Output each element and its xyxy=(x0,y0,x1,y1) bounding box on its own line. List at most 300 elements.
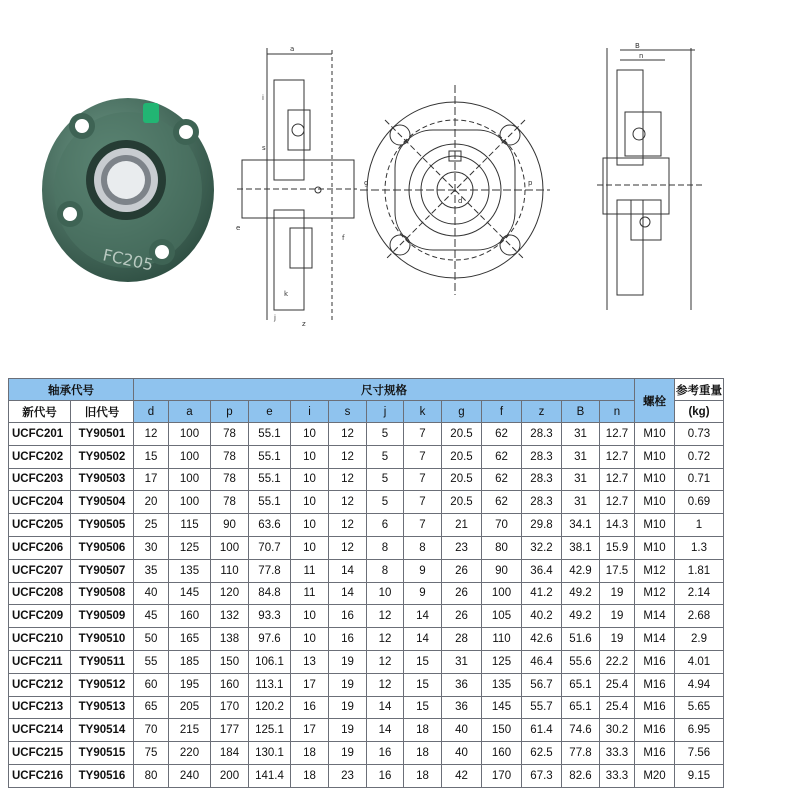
dimension-cell: 7 xyxy=(404,423,442,446)
dimension-cell: 19 xyxy=(329,696,367,719)
dimension-cell: 55 xyxy=(134,650,169,673)
dimension-cell: 17 xyxy=(134,468,169,491)
table-row xyxy=(9,491,724,514)
dimension-cell: 49.2 xyxy=(562,582,600,605)
dimension-cell: 36 xyxy=(442,696,482,719)
dimension-cell: 12.7 xyxy=(600,491,635,514)
dimension-cell: 7 xyxy=(404,491,442,514)
bolt-cell: M16 xyxy=(635,719,675,742)
dimension-cell: 62.5 xyxy=(522,742,562,765)
weight-cell: 0.69 xyxy=(675,491,724,514)
dimension-cell: 28.3 xyxy=(522,445,562,468)
bearing-code-header: 轴承代号 xyxy=(9,379,134,401)
dimension-cell: 160 xyxy=(482,742,522,765)
dimension-cell: 40 xyxy=(442,719,482,742)
dimension-cell: 84.8 xyxy=(249,582,291,605)
dim-label: s xyxy=(262,144,266,152)
dimension-cell: 77.8 xyxy=(562,742,600,765)
dimension-cell: 18 xyxy=(404,742,442,765)
dimension-cell: 15.9 xyxy=(600,536,635,559)
dimension-cell: 40.2 xyxy=(522,605,562,628)
dimension-cell: 40 xyxy=(442,742,482,765)
dimension-cell: 5 xyxy=(367,445,404,468)
dimension-cell: 90 xyxy=(482,559,522,582)
dimension-cell: 18 xyxy=(291,764,329,787)
dimension-cell: 7 xyxy=(404,468,442,491)
dimension-cell: 18 xyxy=(291,742,329,765)
dimension-cell: 20.5 xyxy=(442,468,482,491)
old-code-cell: TY90501 xyxy=(71,423,134,446)
dimension-cell: 10 xyxy=(291,445,329,468)
bolt-cell: M16 xyxy=(635,742,675,765)
dim-label: a xyxy=(290,45,295,53)
dimension-cell: 22.2 xyxy=(600,650,635,673)
weight-cell: 6.95 xyxy=(675,719,724,742)
dimension-cell: 14 xyxy=(329,559,367,582)
bolt-cell: M10 xyxy=(635,468,675,491)
dim-label: p xyxy=(528,179,533,187)
dimension-cell: 97.6 xyxy=(249,628,291,651)
dimension-cell: 42.9 xyxy=(562,559,600,582)
dimension-cell: 77.8 xyxy=(249,559,291,582)
table-row xyxy=(9,764,724,787)
dimension-cell: 23 xyxy=(329,764,367,787)
dimension-cell: 78 xyxy=(211,468,249,491)
dimension-cell: 170 xyxy=(211,696,249,719)
dimension-cell: 100 xyxy=(211,536,249,559)
dim-col-header: g xyxy=(442,401,482,423)
dimension-cell: 14 xyxy=(404,605,442,628)
dimension-cell: 55.1 xyxy=(249,445,291,468)
dimension-cell: 51.6 xyxy=(562,628,600,651)
dimension-cell: 12 xyxy=(367,650,404,673)
old-code-cell: TY90507 xyxy=(71,559,134,582)
model-cell: UCFC214 xyxy=(9,719,71,742)
dimension-cell: 135 xyxy=(169,559,211,582)
bolt-cell: M10 xyxy=(635,423,675,446)
dimension-cell: 5 xyxy=(367,468,404,491)
dimension-cell: 10 xyxy=(291,628,329,651)
dim-label: g xyxy=(364,179,369,187)
dimension-cell: 100 xyxy=(169,423,211,446)
dimension-cell: 16 xyxy=(329,605,367,628)
dimension-cell: 150 xyxy=(482,719,522,742)
dimension-cell: 55.7 xyxy=(522,696,562,719)
dimension-cell: 200 xyxy=(211,764,249,787)
bolt-cell: M10 xyxy=(635,536,675,559)
bolt-cell: M12 xyxy=(635,582,675,605)
dimension-cell: 31 xyxy=(562,423,600,446)
dim-label: B xyxy=(635,42,640,50)
dimension-cell: 12 xyxy=(329,491,367,514)
dimension-cell: 15 xyxy=(404,673,442,696)
dimension-cell: 42 xyxy=(442,764,482,787)
dimension-cell: 78 xyxy=(211,445,249,468)
dimension-cell: 30 xyxy=(134,536,169,559)
dimension-cell: 12.7 xyxy=(600,445,635,468)
dim-col-header: d xyxy=(134,401,169,423)
weight-cell: 4.01 xyxy=(675,650,724,673)
dimension-cell: 18 xyxy=(404,764,442,787)
dimension-cell: 10 xyxy=(291,514,329,537)
bolt-header: 螺栓 xyxy=(635,379,675,423)
dimension-cell: 65.1 xyxy=(562,673,600,696)
bolt-cell: M10 xyxy=(635,514,675,537)
dimension-cell: 100 xyxy=(169,445,211,468)
dimension-cell: 141.4 xyxy=(249,764,291,787)
dimension-cell: 12 xyxy=(329,514,367,537)
dimension-cell: 170 xyxy=(482,764,522,787)
dimension-cell: 12 xyxy=(329,536,367,559)
front-view-drawing xyxy=(360,85,550,295)
model-cell: UCFC213 xyxy=(9,696,71,719)
dimension-cell: 60 xyxy=(134,673,169,696)
bolt-cell: M16 xyxy=(635,673,675,696)
dimension-cell: 19 xyxy=(329,650,367,673)
dimension-cell: 19 xyxy=(329,742,367,765)
old-code-cell: TY90512 xyxy=(71,673,134,696)
dimension-cell: 20.5 xyxy=(442,423,482,446)
dimension-cell: 160 xyxy=(169,605,211,628)
dimension-cell: 100 xyxy=(169,491,211,514)
bolt-cell: M12 xyxy=(635,559,675,582)
dim-col-header: B xyxy=(562,401,600,423)
bearing-photo xyxy=(40,88,220,288)
dimension-cell: 8 xyxy=(367,536,404,559)
table-row xyxy=(9,582,724,605)
dimension-cell: 8 xyxy=(404,536,442,559)
dim-col-header: a xyxy=(169,401,211,423)
dimension-cell: 100 xyxy=(482,582,522,605)
dimension-cell: 78 xyxy=(211,491,249,514)
dimension-cell: 138 xyxy=(211,628,249,651)
dimension-cell: 80 xyxy=(134,764,169,787)
model-cell: UCFC211 xyxy=(9,650,71,673)
dimension-cell: 195 xyxy=(169,673,211,696)
dimension-cell: 7 xyxy=(404,514,442,537)
dimension-cell: 74.6 xyxy=(562,719,600,742)
dimension-cell: 14.3 xyxy=(600,514,635,537)
dim-label: i xyxy=(262,94,264,102)
dimension-cell: 56.7 xyxy=(522,673,562,696)
dimension-cell: 106.1 xyxy=(249,650,291,673)
ref-weight-header: 参考重量 xyxy=(675,379,724,401)
dimension-cell: 62 xyxy=(482,445,522,468)
model-cell: UCFC212 xyxy=(9,673,71,696)
dimension-cell: 15 xyxy=(404,650,442,673)
dimension-cell: 19 xyxy=(329,673,367,696)
dimension-cell: 82.6 xyxy=(562,764,600,787)
bolt-cell: M10 xyxy=(635,445,675,468)
dimension-cell: 12.7 xyxy=(600,423,635,446)
model-cell: UCFC205 xyxy=(9,514,71,537)
weight-cell: 5.65 xyxy=(675,696,724,719)
dimension-cell: 17.5 xyxy=(600,559,635,582)
old-code-cell: TY90505 xyxy=(71,514,134,537)
weight-cell: 2.68 xyxy=(675,605,724,628)
dimension-cell: 36.4 xyxy=(522,559,562,582)
dimension-cell: 185 xyxy=(169,650,211,673)
dimension-cell: 93.3 xyxy=(249,605,291,628)
dimension-cell: 12 xyxy=(367,605,404,628)
old-code-cell: TY90510 xyxy=(71,628,134,651)
dimension-cell: 240 xyxy=(169,764,211,787)
dimension-cell: 45 xyxy=(134,605,169,628)
dimension-cell: 6 xyxy=(367,514,404,537)
dimension-cell: 25 xyxy=(134,514,169,537)
old-code-cell: TY90514 xyxy=(71,719,134,742)
dimension-cell: 15 xyxy=(134,445,169,468)
old-code-cell: TY90509 xyxy=(71,605,134,628)
new-code-header: 新代号 xyxy=(9,401,71,423)
dimension-cell: 55.1 xyxy=(249,423,291,446)
dimension-cell: 80 xyxy=(482,536,522,559)
dimension-cell: 8 xyxy=(367,559,404,582)
dimension-cell: 31 xyxy=(562,468,600,491)
dimension-cell: 220 xyxy=(169,742,211,765)
old-code-cell: TY90502 xyxy=(71,445,134,468)
dimension-cell: 61.4 xyxy=(522,719,562,742)
dimension-cell: 41.2 xyxy=(522,582,562,605)
table-row xyxy=(9,742,724,765)
weight-cell: 0.72 xyxy=(675,445,724,468)
dimension-cell: 14 xyxy=(404,628,442,651)
dimension-cell: 16 xyxy=(291,696,329,719)
dimension-cell: 33.3 xyxy=(600,742,635,765)
table-row xyxy=(9,445,724,468)
dim-col-header: i xyxy=(291,401,329,423)
dimension-cell: 70 xyxy=(482,514,522,537)
dimension-cell: 28 xyxy=(442,628,482,651)
dimension-cell: 14 xyxy=(367,696,404,719)
dimension-cell: 145 xyxy=(169,582,211,605)
dimension-cell: 10 xyxy=(291,605,329,628)
dimension-cell: 33.3 xyxy=(600,764,635,787)
model-cell: UCFC209 xyxy=(9,605,71,628)
dimension-cell: 135 xyxy=(482,673,522,696)
dim-label: z xyxy=(302,320,306,328)
weight-cell: 1 xyxy=(675,514,724,537)
table-row xyxy=(9,423,724,446)
dimension-cell: 110 xyxy=(211,559,249,582)
dimension-cell: 105 xyxy=(482,605,522,628)
right-section-drawing xyxy=(595,40,705,320)
dimension-cell: 62 xyxy=(482,491,522,514)
dimension-cell: 17 xyxy=(291,673,329,696)
dim-label: f xyxy=(342,234,345,242)
dimension-cell: 12 xyxy=(134,423,169,446)
bolt-cell: M16 xyxy=(635,650,675,673)
dim-col-header: n xyxy=(600,401,635,423)
specification-table xyxy=(8,378,724,788)
table-row xyxy=(9,536,724,559)
weight-cell: 4.94 xyxy=(675,673,724,696)
bolt-cell: M14 xyxy=(635,628,675,651)
dimension-cell: 10 xyxy=(291,536,329,559)
dim-label: d xyxy=(458,197,463,205)
dimension-cell: 62 xyxy=(482,423,522,446)
table-row xyxy=(9,628,724,651)
bolt-cell: M20 xyxy=(635,764,675,787)
dim-col-header: f xyxy=(482,401,522,423)
dimension-cell: 31 xyxy=(562,491,600,514)
dimension-cell: 160 xyxy=(211,673,249,696)
dim-col-header: j xyxy=(367,401,404,423)
dimension-cell: 65.1 xyxy=(562,696,600,719)
weight-cell: 2.9 xyxy=(675,628,724,651)
weight-cell: 7.56 xyxy=(675,742,724,765)
dimension-cell: 7 xyxy=(404,445,442,468)
old-code-cell: TY90513 xyxy=(71,696,134,719)
old-code-cell: TY90506 xyxy=(71,536,134,559)
old-code-header: 旧代号 xyxy=(71,401,134,423)
dimension-cell: 28.3 xyxy=(522,468,562,491)
dimension-cell: 10 xyxy=(367,582,404,605)
dimension-cell: 14 xyxy=(329,582,367,605)
bolt-cell: M14 xyxy=(635,605,675,628)
kg-header: (kg) xyxy=(675,401,724,423)
weight-cell: 2.14 xyxy=(675,582,724,605)
model-cell: UCFC204 xyxy=(9,491,71,514)
dimension-cell: 19 xyxy=(329,719,367,742)
dimension-cell: 70 xyxy=(134,719,169,742)
dimension-cell: 17 xyxy=(291,719,329,742)
dimension-cell: 29.8 xyxy=(522,514,562,537)
old-code-cell: TY90503 xyxy=(71,468,134,491)
dimension-cell: 5 xyxy=(367,423,404,446)
dimension-cell: 16 xyxy=(367,764,404,787)
dimension-cell: 205 xyxy=(169,696,211,719)
dimension-cell: 5 xyxy=(367,491,404,514)
table-row xyxy=(9,559,724,582)
dimension-cell: 184 xyxy=(211,742,249,765)
dim-label: j xyxy=(274,314,276,322)
dim-label: e xyxy=(236,224,241,232)
dimension-cell: 10 xyxy=(291,423,329,446)
dimension-cell: 12 xyxy=(329,468,367,491)
dimension-cell: 40 xyxy=(134,582,169,605)
dimension-cell: 20.5 xyxy=(442,491,482,514)
dimension-cell: 113.1 xyxy=(249,673,291,696)
dimension-cell: 14 xyxy=(367,719,404,742)
dimension-cell: 26 xyxy=(442,582,482,605)
dimension-cell: 19 xyxy=(600,582,635,605)
dimension-cell: 30.2 xyxy=(600,719,635,742)
model-cell: UCFC206 xyxy=(9,536,71,559)
dim-label: n xyxy=(639,52,644,60)
dimension-cell: 16 xyxy=(367,742,404,765)
dim-col-header: e xyxy=(249,401,291,423)
dimension-cell: 65 xyxy=(134,696,169,719)
dimension-cell: 26 xyxy=(442,559,482,582)
bolt-cell: M10 xyxy=(635,491,675,514)
dimension-cell: 16 xyxy=(329,628,367,651)
dimension-cell: 100 xyxy=(169,468,211,491)
model-cell: UCFC203 xyxy=(9,468,71,491)
dimension-cell: 145 xyxy=(482,696,522,719)
dimension-cell: 9 xyxy=(404,559,442,582)
dimension-cell: 15 xyxy=(404,696,442,719)
table-row xyxy=(9,468,724,491)
dim-col-header: p xyxy=(211,401,249,423)
dimension-cell: 25.4 xyxy=(600,673,635,696)
dimension-cell: 125 xyxy=(482,650,522,673)
bolt-cell: M16 xyxy=(635,696,675,719)
weight-cell: 9.15 xyxy=(675,764,724,787)
dimension-cell: 130.1 xyxy=(249,742,291,765)
dimension-cell: 36 xyxy=(442,673,482,696)
dim-col-header: z xyxy=(522,401,562,423)
dimension-cell: 70.7 xyxy=(249,536,291,559)
dimension-cell: 90 xyxy=(211,514,249,537)
dimension-cell: 165 xyxy=(169,628,211,651)
weight-cell: 1.3 xyxy=(675,536,724,559)
product-illustration-area xyxy=(0,0,800,372)
dimension-cell: 12 xyxy=(329,445,367,468)
table-row xyxy=(9,673,724,696)
weight-cell: 0.73 xyxy=(675,423,724,446)
dim-col-header: k xyxy=(404,401,442,423)
dimension-cell: 10 xyxy=(291,491,329,514)
dimension-cell: 13 xyxy=(291,650,329,673)
dimension-cell: 10 xyxy=(291,468,329,491)
dimension-cell: 11 xyxy=(291,582,329,605)
dimension-cell: 75 xyxy=(134,742,169,765)
dimension-cell: 23 xyxy=(442,536,482,559)
dimension-cell: 35 xyxy=(134,559,169,582)
dimension-cell: 177 xyxy=(211,719,249,742)
dimension-cell: 67.3 xyxy=(522,764,562,787)
cast-marking: FC205 xyxy=(101,245,155,275)
old-code-cell: TY90511 xyxy=(71,650,134,673)
old-code-cell: TY90515 xyxy=(71,742,134,765)
dimension-cell: 42.6 xyxy=(522,628,562,651)
dimension-cell: 125 xyxy=(169,536,211,559)
table-row xyxy=(9,650,724,673)
dimension-cell: 25.4 xyxy=(600,696,635,719)
model-cell: UCFC207 xyxy=(9,559,71,582)
dimension-cell: 20 xyxy=(134,491,169,514)
dimension-cell: 150 xyxy=(211,650,249,673)
dimension-cell: 20.5 xyxy=(442,445,482,468)
weight-cell: 0.71 xyxy=(675,468,724,491)
dimension-cell: 12 xyxy=(367,628,404,651)
dimension-cell: 125.1 xyxy=(249,719,291,742)
table-row xyxy=(9,719,724,742)
dimension-cell: 28.3 xyxy=(522,423,562,446)
dimension-cell: 11 xyxy=(291,559,329,582)
dimension-cell: 12.7 xyxy=(600,468,635,491)
model-cell: UCFC216 xyxy=(9,764,71,787)
dimension-cell: 12 xyxy=(367,673,404,696)
dimension-cell: 12 xyxy=(329,423,367,446)
dimension-cell: 78 xyxy=(211,423,249,446)
dimension-cell: 215 xyxy=(169,719,211,742)
dimensions-header: 尺寸规格 xyxy=(134,379,635,401)
dimension-cell: 132 xyxy=(211,605,249,628)
dimension-cell: 120 xyxy=(211,582,249,605)
dimension-cell: 49.2 xyxy=(562,605,600,628)
dimension-cell: 31 xyxy=(562,445,600,468)
dim-label: k xyxy=(284,290,289,298)
dimension-cell: 110 xyxy=(482,628,522,651)
table-row xyxy=(9,696,724,719)
dimension-cell: 19 xyxy=(600,605,635,628)
side-section-drawing xyxy=(232,40,362,330)
dimension-cell: 55.6 xyxy=(562,650,600,673)
old-code-cell: TY90508 xyxy=(71,582,134,605)
table-row xyxy=(9,605,724,628)
